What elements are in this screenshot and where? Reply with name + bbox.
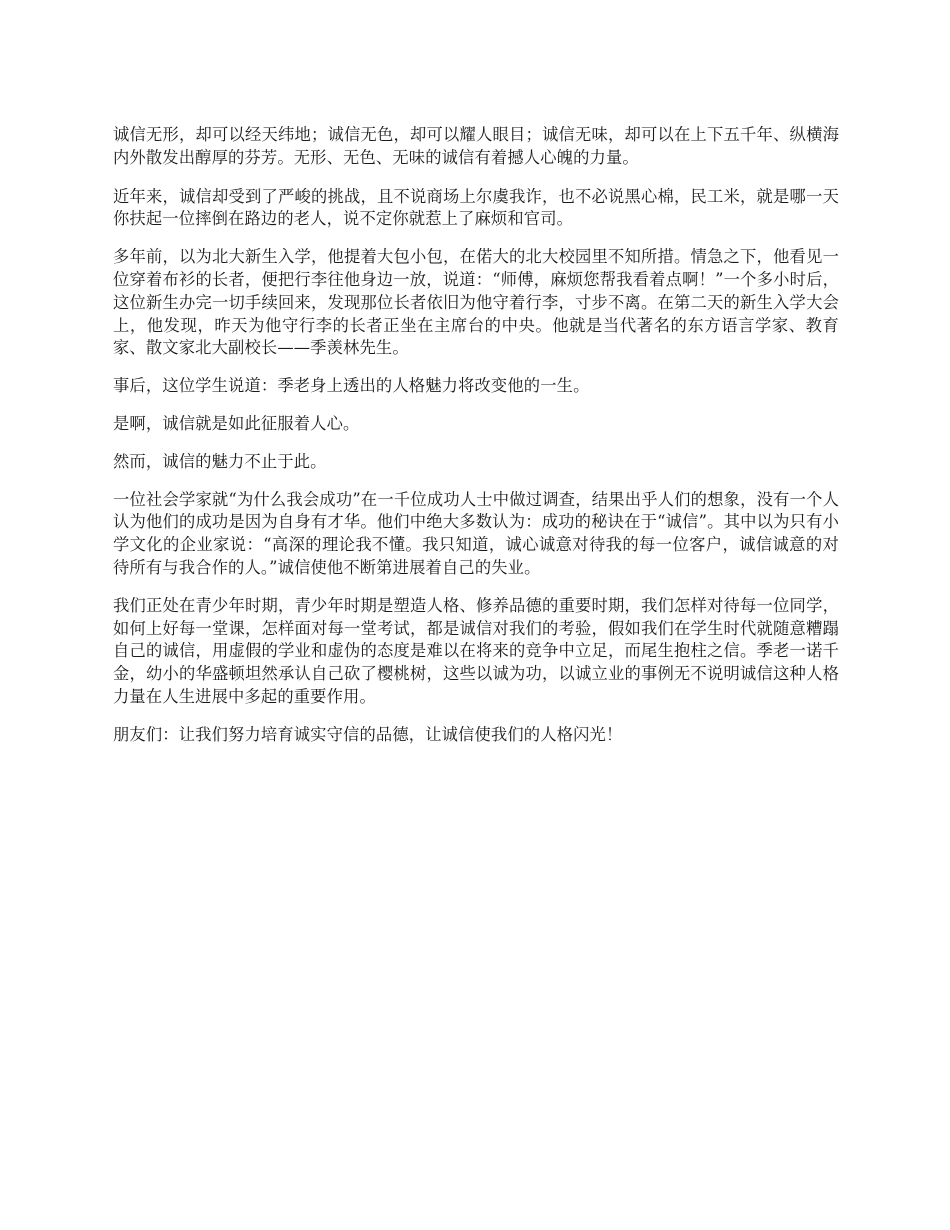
paragraph-3: 多年前，以为北大新生入学，他提着大包小包，在偌大的北大校园里不知所措。情急之下，他看见一位穿着布衫的长者，便把行李往他身边一放，说道：“师傅，麻烦您帮我看着点啊！”一个多小时后，这位新生办完一切手续回来，发现那位长者依旧为他守着行李，寸步不离。在第二天的新生入学大会上，他发现，昨天为他守行李的长者正坐在主席台的中央。他就是当代著名的东方语言学家、教育家、散文家北大副校长——季羡林先生。 [113,247,839,358]
document-body [113,124,839,762]
paragraph-5: 是啊，诚信就是如此征服着人心。 [113,413,360,433]
paragraph-8: 我们正处在青少年时期，青少年时期是塑造人格、修养品德的重要时期，我们怎样对待每一位同学，如何上好每一堂课，怎样面对每一堂考试，都是诚信对我们的考验，假如我们在学生时代就随意糟蹋自己的诚信，用虚假的学业和虚伪的态度是难以在将来的竞争中立足，而尾生抱柱之信。季老一诺千金，幼小的华盛顿坦然承认自己砍了樱桃树，这些以诚为功，以诚立业的事例无不说明诚信这种人格力量在人生进展中多起的重要作用。 [113,595,839,706]
paragraph-1: 诚信无形，却可以经天纬地；诚信无色，却可以耀人眼目；诚信无味，却可以在上下五千年、纵横海内外散发出醇厚的芬芳。无形、无色、无味的诚信有着撼人心魄的力量。 [113,125,839,167]
paragraph-7: 一位社会学家就“为什么我会成功”在一千位成功人士中做过调查，结果出乎人们的想象，没有一个人认为他们的成功是因为自身有才华。他们中绝大多数认为：成功的秘诀在于“诚信”。其中以为只有小学文化的企业家说：“高深的理论我不懂。我只知道，诚心诚意对待我的每一位客户，诚信诚意的对待所有与我合作的人。”诚信使他不断第进展着自己的失业。 [113,489,839,577]
paragraph-4: 事后，这位学生说道：季老身上透出的人格魅力将改变他的一生。 [113,376,590,396]
paragraph-9: 朋友们：让我们努力培育诚实守信的品德，让诚信使我们的人格闪光！ [113,724,623,744]
paragraph-2: 近年来，诚信却受到了严峻的挑战，且不说商场上尔虞我诈，也不必说黑心棉，民工米，就是哪一天你扶起一位摔倒在路边的老人，说不定你就惹上了麻烦和官司。 [113,186,839,229]
paragraph-6: 然而，诚信的魅力不止于此。 [113,451,327,471]
